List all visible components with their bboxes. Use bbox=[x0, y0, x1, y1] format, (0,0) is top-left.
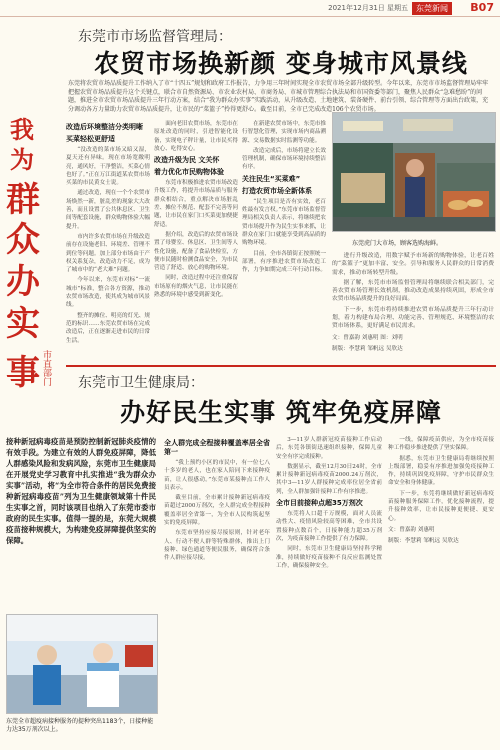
edition-label: 东莞新闻 bbox=[412, 2, 452, 15]
article1-column-1 bbox=[66, 120, 150, 352]
vaccination-photo-caption: 东莞全市超疫病接种服务的提种突出1183个，日接种能力达35万剂次以上。 bbox=[6, 718, 154, 733]
article1-column-2 bbox=[154, 120, 238, 352]
banner-char: 办 bbox=[6, 262, 40, 302]
paragraph: 今年以来，东莞市对标“一流城市”标准，整合各方资源，推动农贸市场改造，使其成为城市风景线。 bbox=[66, 277, 150, 309]
paragraph: 下一步，东莞将继续做好新冠病毒疫苗接种服务保障工作，优化接种流程，提升接种效率，让市民接种更便捷、更安心。 bbox=[388, 490, 494, 522]
paragraph: 进行升级改造，用数字赋予市场新的购物体验，让老百姓的“菜篮子”更加丰富、安全。引导和服务人民群众的日常消费需求，推动市场转型升级。 bbox=[332, 253, 494, 276]
paragraph: 数据显示，截至12月30日24时，全市累计接种新冠病毒疫苗2000.24万剂次，其中3—11岁人群接种完成率位居全省前列，全人群加强针接种工作有序推进。 bbox=[276, 463, 382, 495]
vertical-banner bbox=[0, 110, 64, 410]
paragraph: 东莞将人口超千万规模，面对人员流动性大、疫情风险较高等困难，全市共设置接种点数百个，日接种能力超35万剂次，为疫苗接种工作提供了有力保障。 bbox=[276, 511, 382, 542]
banner-subtitle: 市直部门 bbox=[41, 350, 51, 386]
paragraph: 改造完成后，市场将建立长效管理机制，确保市场环境持续整洁有序。 bbox=[242, 147, 326, 171]
article2-column-1 bbox=[164, 436, 270, 742]
paragraph: 面向老旧农贸市场，东莞市在原址改造的同时，引进智能化设备，实现电子秤计量，让市民买得放心、吃得安心。 bbox=[154, 121, 238, 152]
vaccination-photo-image bbox=[7, 615, 157, 713]
paragraph: 据悉，东莞市卫生健康局将继续按照上级部署，稳妥有序推进加强免疫接种工作，持续巩固免疫屏障，守护市民群众生命安全和身体健康。 bbox=[388, 455, 494, 487]
editor-line: 制版：李慧莉 邹帆远 吴欣达 bbox=[388, 538, 459, 545]
banner-char: 我 bbox=[10, 115, 34, 144]
subhead: 全市目前接种点超35万剂次 bbox=[276, 499, 363, 508]
article2-section: 东莞市卫生健康局： bbox=[78, 375, 204, 391]
vaccination-photo bbox=[6, 614, 158, 714]
article2-column-2 bbox=[276, 436, 382, 742]
article1-column-4 bbox=[332, 252, 494, 362]
section-divider bbox=[66, 365, 496, 367]
paragraph: 同时，改造过程中还注重保留市场原有的烟火气息，让市民能在熟悉的环境中感受到新变化。 bbox=[154, 275, 238, 299]
article1-section: 东莞市市场监督管理局： bbox=[78, 29, 232, 45]
market-photo-image bbox=[333, 113, 495, 231]
paragraph: 据介绍，改造后的农贸市场设置了母婴室、休息区、卫生间等人性化设施，配备了食品快检室，方便市民随时检测食品安全，为市民营造了舒适、放心的购物环境。 bbox=[154, 231, 238, 272]
page-header bbox=[0, 0, 500, 17]
byline: 文：曾嘉韵 刘惠明 bbox=[388, 526, 435, 533]
paragraph: 据了解，东莞市市场监督管理局将继续联合相关部门，完善农贸市场管理长效机制，推动改造成果持续巩固，形成全市农贸市场品质提升的良好局面。 bbox=[332, 279, 494, 303]
subhead: 改造升级为民 文关怀 bbox=[154, 156, 220, 165]
paragraph: 3—11岁人群新冠疫苗接种工作启动后，东莞各镇街迅速组织接种，保障儿童安全有序完成接种。 bbox=[276, 437, 382, 460]
paragraph: 同时，东莞市卫生健康局坚持科学精准，持续做好疫苗接种不良反应监测处置工作，确保接种安全。 bbox=[276, 546, 382, 569]
article1-headline: 农贸市场换新颜 变身城市风景线 bbox=[94, 49, 468, 78]
byline: 文：曾嘉韵 刘惠明 图：刘明 bbox=[332, 334, 403, 341]
paragraph: 下一步，东莞市将持续推进农贸市场品质提升三年行动计划，着力构建布局合理、功能完善、管理规范、环境整洁的农贸市场体系，更好满足市民需求。 bbox=[332, 306, 494, 330]
paragraph: 东莞市积极推进农贸市场改造升级工作，将提升市场品质与服务群众相结合，重点解决市场脏乱差、摊位不规范、配套不完善等问题，让市民在家门口买菜更加便捷舒适。 bbox=[154, 180, 238, 228]
banner-char: 群 bbox=[6, 180, 40, 220]
banner-char: 为 bbox=[10, 145, 34, 174]
article2-lead: 接种新冠病毒疫苗是预防控制新冠肺炎疫情的有效手段。为建立有效的人群免疫屏障，降低人群感染风险和发病风险，东莞市卫生健康局在开展党史学习教育中扎实推进“我为群众办实事”活动，将“为全市符合条件的居民免费接种新冠病毒疫苗”列为卫生健康领域第十件民生实事之首，同时该项目也纳入了东莞市委市政府的民生实事。值得一提的是，东莞大规模疫苗接种规模大，为构建免疫屏障提供坚实的保障。 bbox=[6, 437, 156, 545]
subhead: 着力优化市民购物体验 bbox=[154, 168, 224, 177]
article2-column-3 bbox=[388, 436, 494, 742]
paragraph: “民生项目是否有实效，老百姓最有发言权。”东莞市市场监督管理局相关负责人表示，将继续把农贸市场提升作为民生实事来抓，让群众在家门口就能享受到高品质的购物环境。 bbox=[242, 198, 326, 247]
paragraph: 目前，全市各镇街正按照统一部署，有序推进农贸市场改造工作，力争如期完成三年行动目标。 bbox=[242, 250, 326, 274]
subhead: 打造农贸市场全新体系 bbox=[242, 186, 312, 195]
market-photo bbox=[332, 112, 496, 232]
paragraph: “我上预约小区的市民中，有一位七八十多岁的老人，也在家人陪同下来接种疫苗，让人很感动。”东莞市某接种点工作人员表示。 bbox=[164, 460, 270, 491]
paragraph: 东莞市坚持应接尽接原则，针对老年人、行动不便人群等特殊群体，推出上门接种、绿色通道等便民服务，确保符合条件人群应接尽接。 bbox=[164, 530, 270, 562]
page-number: B07 bbox=[470, 1, 494, 14]
subhead: 全人群完成全程接种覆盖率居全省第一 bbox=[164, 439, 270, 456]
issue-date: 2021年12月31日 星期五 bbox=[328, 4, 408, 12]
editor-line: 制版：李慧莉 邹帆远 吴欣达 bbox=[332, 345, 403, 352]
subhead: 改造后环境整洁分类明晰 bbox=[66, 123, 143, 131]
banner-char: 实事 bbox=[6, 304, 40, 393]
paragraph: 截至目前，全市累计接种新冠病毒疫苗超过2000万剂次，全人群完成全程接种覆盖率居全省第一，为全市人民构筑起坚实的免疫屏障。 bbox=[164, 495, 270, 527]
paragraph: 市内许多农贸市场在升级改造前存在设施老旧、环境差、管理不到位等问题。加上部分市场由于产权关系复杂，改造动力不足，成为了城市中的“老大难”问题。 bbox=[66, 233, 150, 274]
article1-lead: 东莞将农贸市场品质提升工作纳入了市“十四五”规划和政府工作报告，力争用三年时间实现全市农贸市场全部升级转型。今年以来，东莞市市场监督管理局牢牢把握农贸市场品质提升这个关键点，联合市自然资源局、市农业农村局、市商务局、市城市管理综合执法局和市国资委等部门，聚焦人民群众“急难愁盼”的问题，推进全市农贸市场品质提升三年行动方案，结合“我为群众办实事”实践活动，从升级改造、土地建筑、装备硬件、前台引领、综合管理等方面出台政策，充分调动各方力量助力农贸市场品质提升，让市民的“菜篮子”拎得更舒心。截至目前，全市已完成改造106个农贸市场。 bbox=[68, 80, 489, 113]
paragraph: 一线，保障疫苗供应，为全市疫苗接种工作稳步推进提供了坚实保障。 bbox=[388, 437, 494, 452]
paragraph: 通过改造，现在一个个农贸市场焕然一新，脏乱差的现象大大改善，而且设置了公共休息区、卫生间等配套设施，群众购物体验大幅提升。 bbox=[66, 190, 150, 230]
paragraph: 在新建农贸市场中，东莞市推行智慧化管理，实现市场内商品溯源、交易数据实时监测等功能。 bbox=[242, 121, 326, 144]
subhead: 关注民生“买菜难” bbox=[242, 174, 301, 183]
subhead: 买菜轻松更舒适 bbox=[66, 135, 115, 143]
market-photo-caption: 东莞虎门大市场，顾客选购海鲜。 bbox=[352, 240, 443, 247]
paragraph: 整齐的摊位、明亮的灯光、规范的标识……东莞农贸市场在完成改造后，正在逐渐走进市民的日常生活。 bbox=[66, 312, 150, 344]
article1-column-3 bbox=[242, 120, 326, 352]
banner-char: 众 bbox=[6, 220, 40, 260]
article2-headline: 办好民生实事 筑牢免疫屏障 bbox=[120, 398, 442, 427]
paragraph: “没改造的菜市场又暗又湿，夏天还有异味。现在市场宽敞明亮，通风好，干净整洁，买菜心情也好了。”正在万江街道某农贸市场买菜的市民黄女士说。 bbox=[66, 147, 150, 187]
